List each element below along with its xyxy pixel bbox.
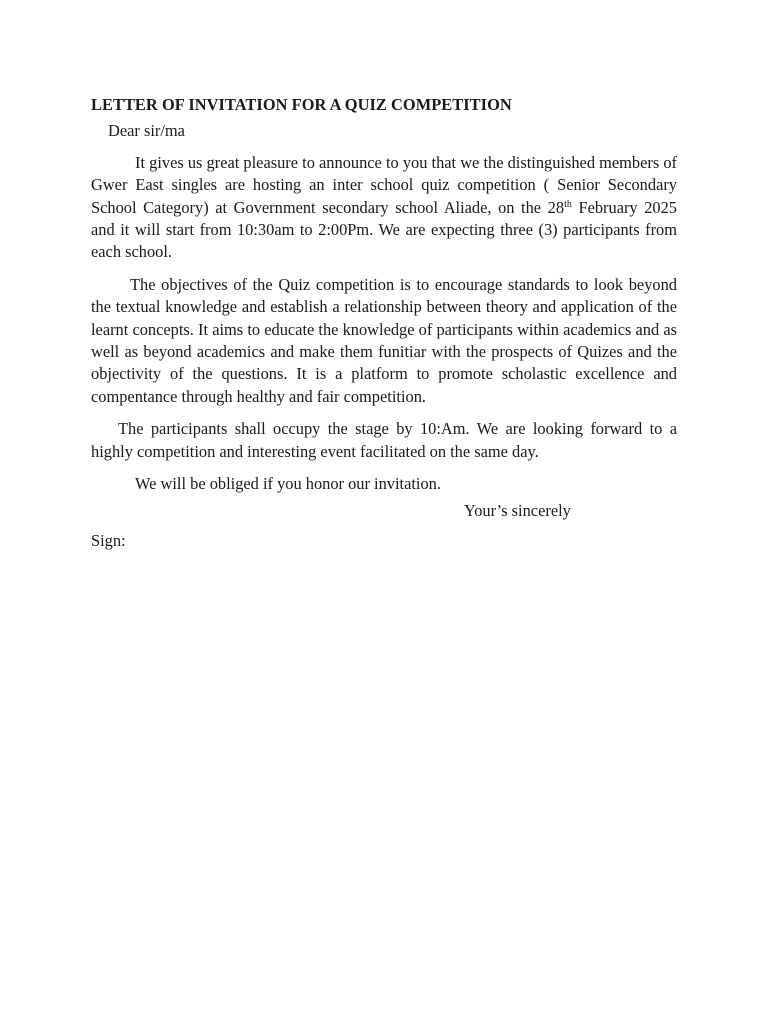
- paragraph-announcement-text-after-date: February 2025 and it will start from 10:30am to 2:00Pm. We are expecting three (3) participants from each school.: [91, 197, 677, 262]
- letter-title: LETTER OF INVITATION FOR A QUIZ COMPETITION: [91, 95, 512, 114]
- paragraph-announcement: [91, 152, 677, 264]
- sign-label: Sign:: [91, 530, 126, 550]
- letter-body: [91, 94, 677, 552]
- paragraph-participants: The participants shall occupy the stage by 10:Am. We are looking forward to a highly competition and interesting event facilitated on the same day.: [91, 419, 677, 461]
- date-ordinal-suffix: th: [564, 198, 572, 210]
- paragraph-invitation: We will be obliged if you honor our invitation.: [135, 474, 441, 494]
- paragraph-announcement-text-before-date: It gives us great pleasure to announce to you that we the distinguished members of Gwer East singles are hosting an inter school quiz competition ( Senior Secondary School Category) at Government secondary school Aliade, on the 28: [91, 152, 677, 217]
- salutation: Dear sir/ma: [108, 121, 185, 141]
- paragraph-objectives: The objectives of the Quiz competition is to encourage standards to look beyond the textual knowledge and establish a relationship between theory and application of the learnt concepts. It aims to educate the knowledge of participants within academics and as well as beyond academics and make them funitiar with the prospects of Quizes and the objectivity of the questions. It is a platform to promote scholastic excellence and compentance through healthy and fair competition.: [91, 274, 677, 406]
- closing-line: Your’s sincerely: [464, 500, 571, 520]
